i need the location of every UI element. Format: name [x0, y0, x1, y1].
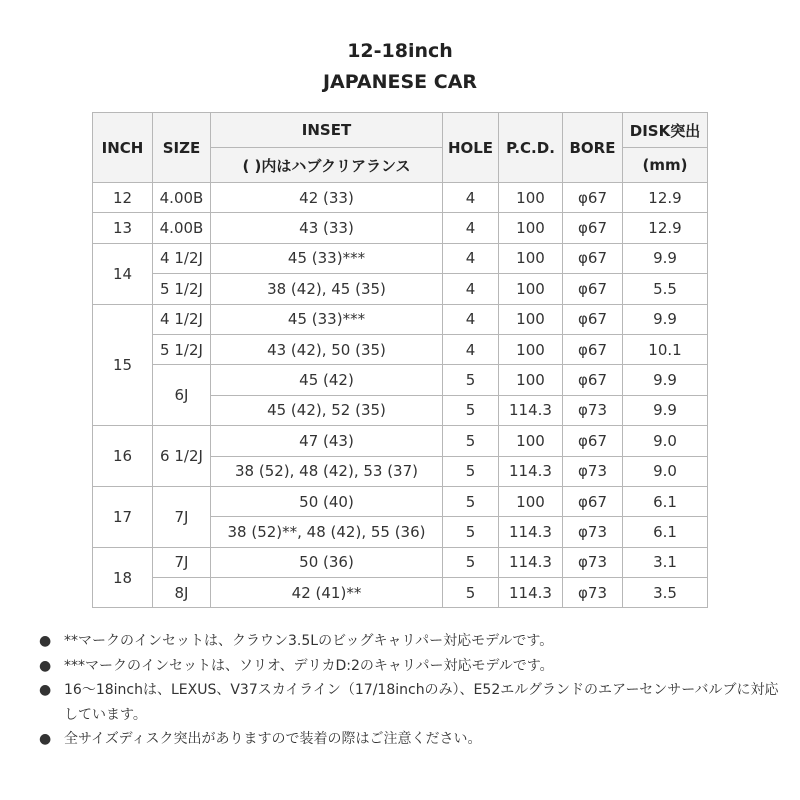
cell-size: 4.00B — [153, 183, 211, 213]
cell-size: 6 1/2J — [153, 426, 211, 487]
title-line-1: 12-18inch — [347, 40, 453, 62]
cell-size: 6J — [153, 365, 211, 426]
cell-inset: 38 (42), 45 (35) — [211, 274, 443, 304]
cell-size: 4.00B — [153, 213, 211, 243]
cell-hole: 5 — [443, 395, 499, 425]
cell-pcd: 114.3 — [499, 578, 563, 608]
cell-bore: φ73 — [563, 395, 623, 425]
header-row — [93, 113, 708, 148]
cell-bore: φ67 — [563, 486, 623, 516]
note-text: 16～18inchは、LEXUS、V37スカイライン（17/18inchのみ）、E52エルグランドのエアーセンサーバルブに対応しています。 — [64, 682, 779, 723]
cell-disk: 6.1 — [623, 486, 708, 516]
cell-inch: 12 — [93, 183, 153, 213]
cell-inch: 17 — [93, 486, 153, 547]
cell-inset: 43 (33) — [211, 213, 443, 243]
cell-inch: 14 — [93, 243, 153, 304]
cell-pcd: 100 — [499, 365, 563, 395]
header-inset: INSET — [211, 113, 443, 148]
table-row — [93, 426, 708, 456]
cell-inset: 43 (42), 50 (35) — [211, 334, 443, 364]
list-item — [38, 629, 783, 654]
cell-hole: 5 — [443, 517, 499, 547]
cell-disk: 9.0 — [623, 456, 708, 486]
cell-pcd: 100 — [499, 426, 563, 456]
header-disk: DISK突出 — [623, 113, 708, 148]
wheel-spec-table — [92, 112, 708, 608]
header-bore: BORE — [563, 113, 623, 183]
cell-bore: φ73 — [563, 578, 623, 608]
cell-inset: 50 (40) — [211, 486, 443, 516]
cell-disk: 9.0 — [623, 426, 708, 456]
cell-disk: 3.1 — [623, 547, 708, 577]
list-item — [38, 678, 783, 727]
cell-disk: 9.9 — [623, 304, 708, 334]
bullet-icon: ● — [39, 682, 52, 698]
header-pcd: P.C.D. — [499, 113, 563, 183]
cell-hole: 4 — [443, 243, 499, 273]
cell-hole: 5 — [443, 426, 499, 456]
cell-pcd: 100 — [499, 334, 563, 364]
cell-pcd: 100 — [499, 274, 563, 304]
cell-inch: 15 — [93, 304, 153, 426]
note-text: ***マークのインセットは、ソリオ、デリカD:2のキャリパー対応モデルです。 — [64, 657, 554, 674]
cell-hole: 5 — [443, 456, 499, 486]
bullet-icon: ● — [39, 657, 52, 674]
cell-size: 4 1/2J — [153, 304, 211, 334]
cell-hole: 4 — [443, 334, 499, 364]
cell-disk: 9.9 — [623, 395, 708, 425]
cell-hole: 5 — [443, 578, 499, 608]
note-text: **マークのインセットは、クラウン3.5Lのビッグキャリパー対応モデルです。 — [64, 633, 554, 649]
cell-hole: 4 — [443, 183, 499, 213]
cell-hole: 4 — [443, 213, 499, 243]
table-row — [93, 243, 708, 273]
list-item — [38, 654, 783, 679]
header-inch: INCH — [93, 113, 153, 183]
cell-pcd: 100 — [499, 213, 563, 243]
header-inset-sub: ( )内はハブクリアランス — [211, 148, 443, 183]
cell-disk: 12.9 — [623, 183, 708, 213]
cell-size: 5 1/2J — [153, 274, 211, 304]
bullet-icon: ● — [39, 731, 52, 747]
cell-hole: 5 — [443, 365, 499, 395]
note-text: 全サイズディスク突出がありますので装着の際はご注意ください。 — [64, 731, 482, 747]
cell-inset: 45 (42), 52 (35) — [211, 395, 443, 425]
table-row — [93, 365, 708, 395]
title-line-2: JAPANESE CAR — [322, 71, 478, 93]
table-row — [93, 183, 708, 213]
cell-bore: φ73 — [563, 547, 623, 577]
cell-inset: 50 (36) — [211, 547, 443, 577]
cell-disk: 12.9 — [623, 213, 708, 243]
cell-disk: 9.9 — [623, 243, 708, 273]
cell-pcd: 114.3 — [499, 547, 563, 577]
cell-pcd: 114.3 — [499, 517, 563, 547]
cell-inset: 42 (33) — [211, 183, 443, 213]
cell-hole: 5 — [443, 486, 499, 516]
cell-hole: 4 — [443, 304, 499, 334]
cell-hole: 5 — [443, 547, 499, 577]
list-item — [38, 727, 783, 752]
cell-size: 7J — [153, 547, 211, 577]
cell-disk: 6.1 — [623, 517, 708, 547]
cell-pcd: 114.3 — [499, 456, 563, 486]
cell-pcd: 100 — [499, 183, 563, 213]
cell-disk: 9.9 — [623, 365, 708, 395]
cell-disk: 3.5 — [623, 578, 708, 608]
header-hole: HOLE — [443, 113, 499, 183]
cell-inset: 47 (43) — [211, 426, 443, 456]
cell-bore: φ67 — [563, 304, 623, 334]
cell-inch: 18 — [93, 547, 153, 608]
cell-size: 8J — [153, 578, 211, 608]
cell-bore: φ67 — [563, 426, 623, 456]
table-row — [93, 213, 708, 243]
table-row — [93, 334, 708, 364]
cell-bore: φ73 — [563, 456, 623, 486]
cell-pcd: 114.3 — [499, 395, 563, 425]
header-size: SIZE — [153, 113, 211, 183]
table-row — [93, 578, 708, 608]
cell-inset: 42 (41)** — [211, 578, 443, 608]
cell-size: 7J — [153, 486, 211, 547]
cell-inset: 45 (33)*** — [211, 304, 443, 334]
cell-bore: φ73 — [563, 517, 623, 547]
cell-inch: 13 — [93, 213, 153, 243]
table-row — [93, 547, 708, 577]
cell-disk: 10.1 — [623, 334, 708, 364]
cell-inset: 38 (52), 48 (42), 53 (37) — [211, 456, 443, 486]
cell-disk: 5.5 — [623, 274, 708, 304]
cell-hole: 4 — [443, 274, 499, 304]
table-row — [93, 486, 708, 516]
cell-bore: φ67 — [563, 243, 623, 273]
table-row — [93, 274, 708, 304]
cell-size: 5 1/2J — [153, 334, 211, 364]
cell-bore: φ67 — [563, 334, 623, 364]
cell-size: 4 1/2J — [153, 243, 211, 273]
header-disk-sub: (mm) — [623, 148, 708, 183]
cell-bore: φ67 — [563, 213, 623, 243]
cell-bore: φ67 — [563, 183, 623, 213]
cell-pcd: 100 — [499, 243, 563, 273]
bullet-icon: ● — [39, 633, 52, 649]
cell-inch: 16 — [93, 426, 153, 487]
table-row — [93, 304, 708, 334]
cell-inset: 45 (33)*** — [211, 243, 443, 273]
cell-pcd: 100 — [499, 486, 563, 516]
cell-inset: 45 (42) — [211, 365, 443, 395]
cell-bore: φ67 — [563, 365, 623, 395]
page-title — [0, 36, 800, 98]
notes-list — [38, 629, 783, 752]
cell-pcd: 100 — [499, 304, 563, 334]
cell-inset: 38 (52)**, 48 (42), 55 (36) — [211, 517, 443, 547]
cell-bore: φ67 — [563, 274, 623, 304]
